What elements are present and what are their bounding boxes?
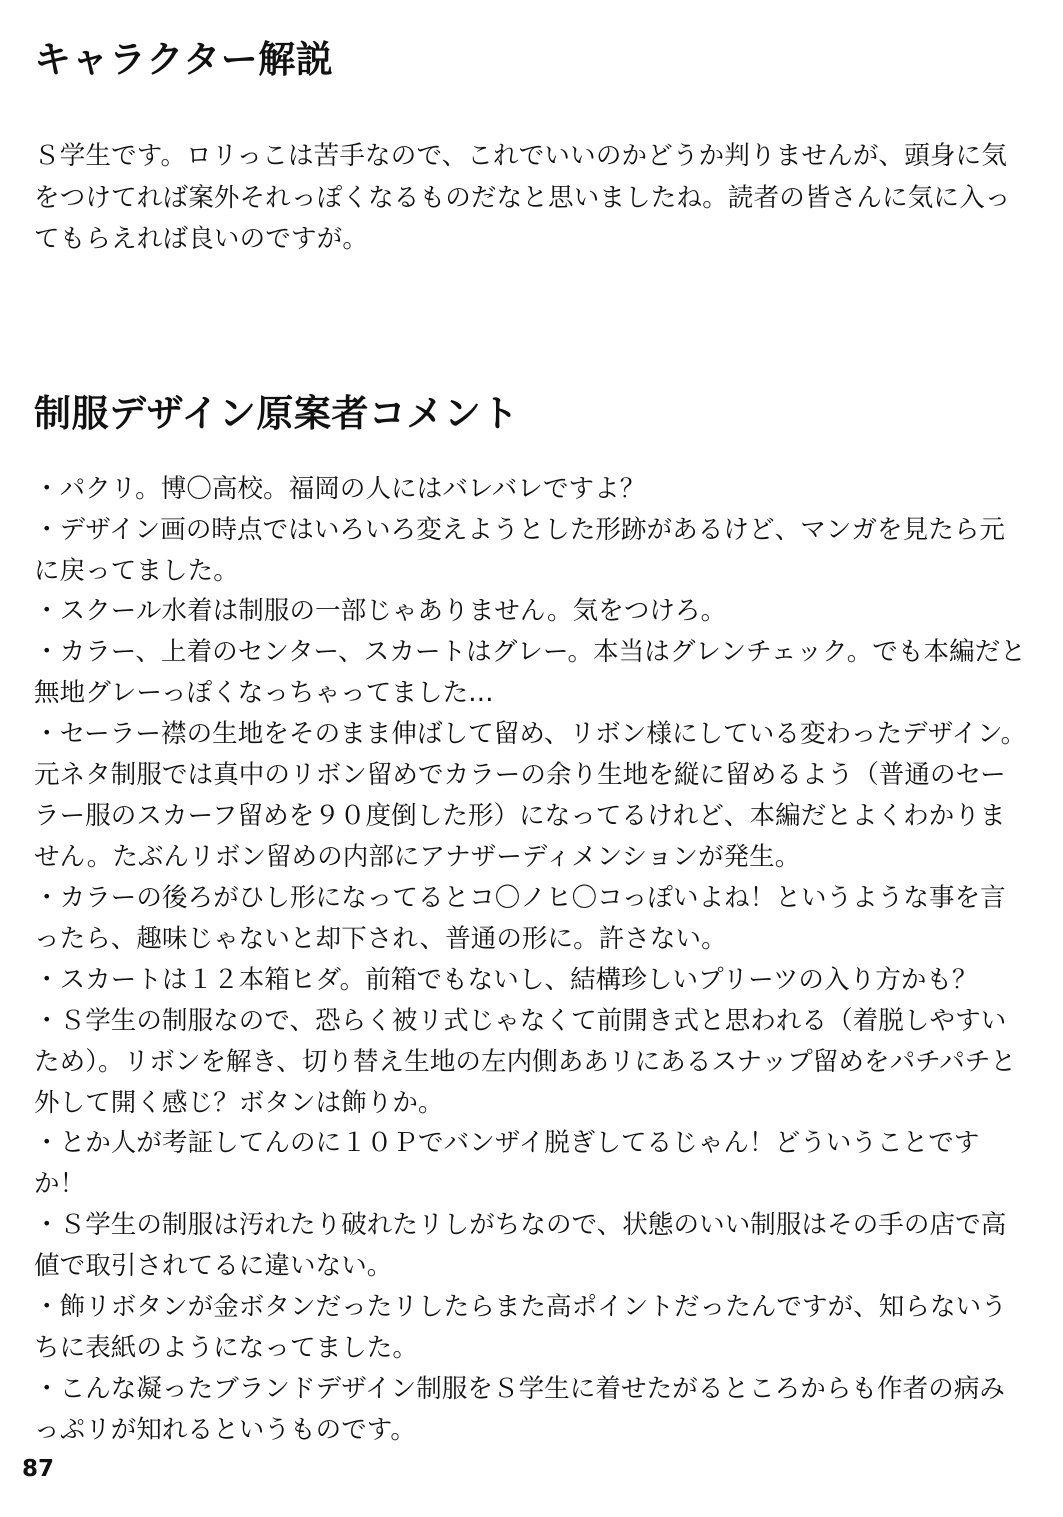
bullet-item: ・Ｓ学生の制服なので、恐らく被リ式じゃなくて前開き式と思われる（着脱しやすいため）。リボンを解き、切り替え生地の左内側ああリにあるスナップ留めをパチパチと外して開く感じ？ボタンは飾りか。 [34,1005,1017,1118]
bullet-item: ・こんな凝ったブランドデザイン制服をＳ学生に着せたがるところからも作者の病みっぷリが知れるというものです。 [34,1373,1006,1445]
page-number: 87 [22,1456,55,1482]
bullet-item: ・飾リボタンが金ボタンだったリしたらまた高ポイントだったんですが、知らないうちに表紙のようになってました。 [34,1292,1007,1364]
paragraph: Ｓ学生です。ロリっこは苦手なので、これでいいのかどうか判りませんが、頭身に気をつけてれば案外それっぽくなるものだなと思いましたね。読者の皆さんに気に入ってもらえれば良いのですが。 [34,141,1011,254]
bullet-item: ・スクール水着は制服の一部じゃありません。気をつけろ。 [34,596,727,627]
bullet-item: ・Ｓ学生の制服は汚れたり破れたリしがちなので、状態のいい制服はその手の店で高値で取引されてるに違いない。 [34,1210,1007,1282]
bullet-item: ・パクリ。博〇高校。福岡の人にはバレバレですよ？ [34,473,646,504]
bullet-item: ・スカートは１２本箱ヒダ。前箱でもないし、結構珍しいプリーツの入り方かも？ [34,964,978,995]
bullet-item: ・カラーの後ろがひし形になってるとコ〇ノヒ〇コっぽいよね！というような事を言ったら、趣味じゃないと却下され、普通の形に。許さない。 [34,882,1006,954]
bullet-item: ・セーラー襟の生地をそのまま伸ばして留め、リボン様にしている変わったデザイン。元ネタ制服では真中のリボン留めでカラーの余り生地を縦に留めるよう（普通のセーラー服のスカーフ留めを９０度倒した形）になってるけれど、本編だとよくわかりません。たぶんリボン留めの内部にアナザーディメンションが発生。 [34,719,1027,872]
section-heading-character-commentary: キャラクター解説 [34,38,334,81]
bullet-item: ・デザイン画の時点ではいろいろ変えようとした形跡があるけど、マンガを見たら元に戻ってました。 [34,514,1006,586]
bullet-item: ・とか人が考証してんのに１０Ｐでバンザイ脱ぎしてるじゃん！どういうことですか！ [34,1128,980,1200]
section-heading-uniform-design-comment: 制服デザイン原案者コメント [34,392,519,436]
character-commentary-body [34,136,1029,260]
bullet-item: ・カラー、上着のセンター、スカートはグレー。本当はグレンチェック。でも本編だと無地グレーっぽくなっちゃってました… [34,637,1026,709]
uniform-design-comment-body [34,469,1029,1451]
